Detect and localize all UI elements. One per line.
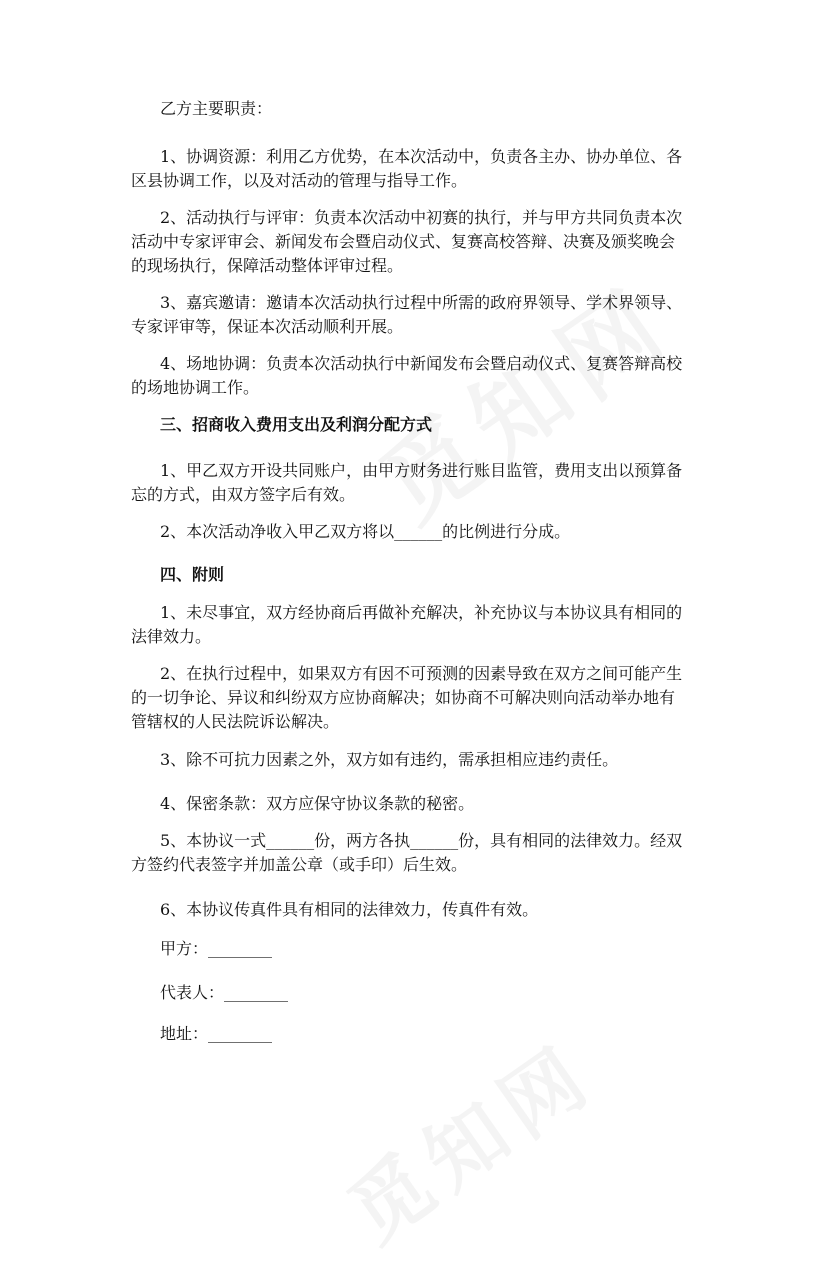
- paragraph-line: 2、在执行过程中，如果双方有因不可预测的因素导致在双方之间可能产生: [160, 664, 683, 683]
- signature-party-a: 甲方：________: [160, 939, 273, 958]
- watermark: [322, 1011, 614, 1264]
- paragraph-line: 6、本协议传真件具有相同的法律效力，传真件有效。: [160, 900, 539, 919]
- section-3-title: 三、招商收入费用支出及利润分配方式: [160, 415, 433, 434]
- paragraph-line: 4、保密条款：双方应保守协议条款的秘密。: [160, 794, 475, 813]
- paragraph-line: 5、本协议一式______份，两方各执______份，具有相同的法律效力。经双: [160, 831, 683, 850]
- signature-address: 地址：________: [160, 1024, 273, 1043]
- paragraph-line: 方签约代表签字并加盖公章（或手印）后生效。: [131, 855, 468, 874]
- paragraph-line: 活动中专家评审会、新闻发布会暨启动仪式、复赛高校答辩、决赛及颁奖晚会: [131, 232, 676, 251]
- paragraph-line: 1、协调资源：利用乙方优势，在本次活动中，负责各主办、协办单位、各: [160, 147, 683, 166]
- paragraph-line: 的一切争论、异议和纠纷双方应协商解决；如协商不可解决则向活动举办地有: [131, 688, 676, 707]
- paragraph-line: 1、未尽事宜，双方经协商后再做补充解决，补充协议与本协议具有相同的: [160, 603, 683, 622]
- duties-heading: 乙方主要职责：: [160, 99, 273, 118]
- paragraph-line: 2、活动执行与评审：负责本次活动中初赛的执行，并与甲方共同负责本次: [160, 208, 683, 227]
- paragraph-line: 区县协调工作，以及对活动的管理与指导工作。: [131, 171, 468, 190]
- paragraph-line: 3、除不可抗力因素之外，双方如有违约，需承担相应违约责任。: [160, 750, 619, 769]
- paragraph-line: 专家评审等，保证本次活动顺利开展。: [131, 317, 404, 336]
- paragraph-line: 3、嘉宾邀请：邀请本次活动执行过程中所需的政府界领导、学术界领导、: [160, 293, 683, 312]
- paragraph-line: 2、本次活动净收入甲乙双方将以______的比例进行分成。: [160, 522, 571, 541]
- signature-representative: 代表人：________: [160, 983, 289, 1002]
- paragraph-line: 法律效力。: [131, 627, 212, 646]
- paragraph-line: 4、场地协调：负责本次活动执行中新闻发布会暨启动仪式、复赛答辩高校: [160, 354, 683, 373]
- paragraph-line: 忘的方式，由双方签字后有效。: [131, 485, 356, 504]
- paragraph-line: 的场地协调工作。: [131, 378, 260, 397]
- section-4-title: 四、附则: [160, 565, 225, 584]
- paragraph-line: 1、甲乙双方开设共同账户，由甲方财务进行账目监管，费用支出以预算备: [160, 461, 683, 480]
- paragraph-line: 的现场执行，保障活动整体评审过程。: [131, 256, 404, 275]
- paragraph-line: 管辖权的人民法院诉讼解决。: [131, 712, 340, 731]
